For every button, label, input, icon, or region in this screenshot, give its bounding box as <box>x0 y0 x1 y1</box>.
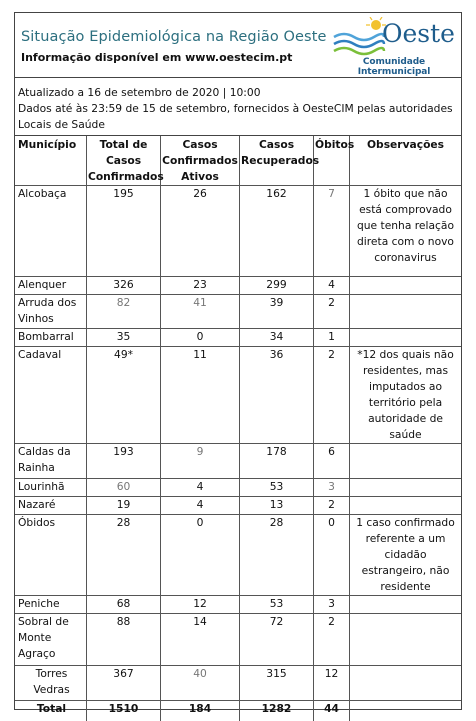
cell-recuperados: 28 <box>240 515 314 596</box>
bulletin-header <box>15 13 461 78</box>
cell-ativos: 0 <box>161 515 240 596</box>
cell-municipio: Cadaval <box>15 347 87 444</box>
cell-total: 35 <box>87 329 161 347</box>
cell-ativos: 40 <box>161 666 240 701</box>
cell-recuperados: 53 <box>240 596 314 614</box>
cell-total: 19 <box>87 497 161 515</box>
table-header-row <box>15 136 461 186</box>
cell-observacoes <box>350 329 461 347</box>
cell-obitos: 2 <box>314 295 350 329</box>
cell-observacoes <box>350 479 461 497</box>
cell-ativos: 14 <box>161 614 240 666</box>
cell-ativos: 0 <box>161 329 240 347</box>
col-header-recuperados: Casos Recuperados <box>240 136 314 186</box>
cell-recuperados: 178 <box>240 444 314 479</box>
cell-municipio: Nazaré <box>15 497 87 515</box>
cell-total: 326 <box>87 277 161 295</box>
updated-timestamp: Atualizado a 16 de setembro de 2020 | 10:00 <box>18 86 261 99</box>
cell-obitos: 3 <box>314 479 350 497</box>
cell-recuperados: 13 <box>240 497 314 515</box>
website-info: Informação disponível em www.oestecim.pt <box>21 51 293 64</box>
cell-municipio: Sobral de Monte Agraço <box>15 614 87 666</box>
cell-obitos: 2 <box>314 614 350 666</box>
cell-municipio: Caldas da Rainha <box>15 444 87 479</box>
table-row <box>15 186 461 277</box>
cell-ativos: 9 <box>161 444 240 479</box>
cell-observacoes <box>350 596 461 614</box>
table-row <box>15 666 461 701</box>
cell-municipio: Arruda dos Vinhos <box>15 295 87 329</box>
table-row <box>15 347 461 444</box>
cell-municipio: Peniche <box>15 596 87 614</box>
update-info <box>15 78 461 136</box>
logo-tagline: Comunidade Intermunicipal <box>357 57 431 77</box>
data-source-note: Dados até às 23:59 de 15 de setembro, fornecidos à OesteCIM pelas autoridades Locais de Saúde <box>18 102 453 131</box>
cell-ativos: 26 <box>161 186 240 277</box>
cell-ativos: 41 <box>161 295 240 329</box>
cell-total: 88 <box>87 614 161 666</box>
cell-recuperados: 53 <box>240 479 314 497</box>
wave-sun-icon <box>332 17 388 57</box>
cell-municipio: Bombarral <box>15 329 87 347</box>
cell-observacoes: 1 caso confirmado referente a um cidadão estrangeiro, não residente <box>350 515 461 596</box>
cell-obitos: 1 <box>314 329 350 347</box>
cell-obitos: 2 <box>314 347 350 444</box>
cell-obitos: 0 <box>314 515 350 596</box>
cell-observacoes <box>350 277 461 295</box>
table-row <box>15 614 461 666</box>
cell-observacoes <box>350 614 461 666</box>
cell-observacoes <box>350 666 461 701</box>
logo-wordmark: Oeste <box>382 19 455 48</box>
cell-recuperados: 34 <box>240 329 314 347</box>
table-row <box>15 515 461 596</box>
col-header-observacoes: Observações <box>350 136 461 186</box>
bulletin <box>14 12 462 715</box>
cell-observacoes <box>350 444 461 479</box>
cell-ativos: 11 <box>161 347 240 444</box>
cell-observacoes: *12 dos quais não residentes, mas imputados ao território pela autoridade de saúde <box>350 347 461 444</box>
cell-observacoes: 1 óbito que não está comprovado que tenha relação direta com o novo coronavirus <box>350 186 461 277</box>
cell-obitos: 7 <box>314 186 350 277</box>
col-header-ativos: Casos Confirmados Ativos <box>161 136 240 186</box>
cell-total: 28 <box>87 515 161 596</box>
cell-total: 49* <box>87 347 161 444</box>
col-header-total: Total de Casos Confirmados <box>87 136 161 186</box>
table-row <box>15 497 461 515</box>
col-header-obitos: Óbitos <box>314 136 350 186</box>
cell-total-label: Total <box>15 701 87 721</box>
cell-recuperados: 315 <box>240 666 314 701</box>
cell-recuperados: 39 <box>240 295 314 329</box>
cell-ativos: 4 <box>161 497 240 515</box>
cell-total: 193 <box>87 444 161 479</box>
cell-obitos: 12 <box>314 666 350 701</box>
cell-municipio: Torres Vedras <box>15 666 87 701</box>
table-row <box>15 329 461 347</box>
cell-recuperados: 299 <box>240 277 314 295</box>
cell-recuperados: 36 <box>240 347 314 444</box>
cell-total-active: 184 <box>161 701 240 721</box>
cell-ativos: 12 <box>161 596 240 614</box>
table-row <box>15 596 461 614</box>
col-header-municipio: Município <box>15 136 87 186</box>
cases-table <box>15 136 461 721</box>
cell-obitos: 4 <box>314 277 350 295</box>
cell-ativos: 23 <box>161 277 240 295</box>
cell-total: 367 <box>87 666 161 701</box>
cell-municipio: Alcobaça <box>15 186 87 277</box>
cell-total-deaths: 44 <box>314 701 350 721</box>
cell-recuperados: 162 <box>240 186 314 277</box>
cell-municipio: Óbidos <box>15 515 87 596</box>
cell-observacoes <box>350 497 461 515</box>
cell-total: 195 <box>87 186 161 277</box>
cell-total: 60 <box>87 479 161 497</box>
cell-total-observacoes <box>350 701 461 721</box>
cell-total-confirmed: 1510 <box>87 701 161 721</box>
table-row <box>15 444 461 479</box>
cell-obitos: 2 <box>314 497 350 515</box>
page-title: Situação Epidemiológica na Região Oeste <box>21 29 327 45</box>
cell-municipio: Lourinhã <box>15 479 87 497</box>
table-row <box>15 295 461 329</box>
oestecim-logo <box>328 15 460 77</box>
cell-recuperados: 72 <box>240 614 314 666</box>
cell-observacoes <box>350 295 461 329</box>
cell-obitos: 3 <box>314 596 350 614</box>
cell-total: 82 <box>87 295 161 329</box>
cell-obitos: 6 <box>314 444 350 479</box>
table-row <box>15 277 461 295</box>
table-row <box>15 479 461 497</box>
cell-ativos: 4 <box>161 479 240 497</box>
cell-total: 68 <box>87 596 161 614</box>
cell-municipio: Alenquer <box>15 277 87 295</box>
cell-total-recovered: 1282 <box>240 701 314 721</box>
total-row <box>15 701 461 721</box>
